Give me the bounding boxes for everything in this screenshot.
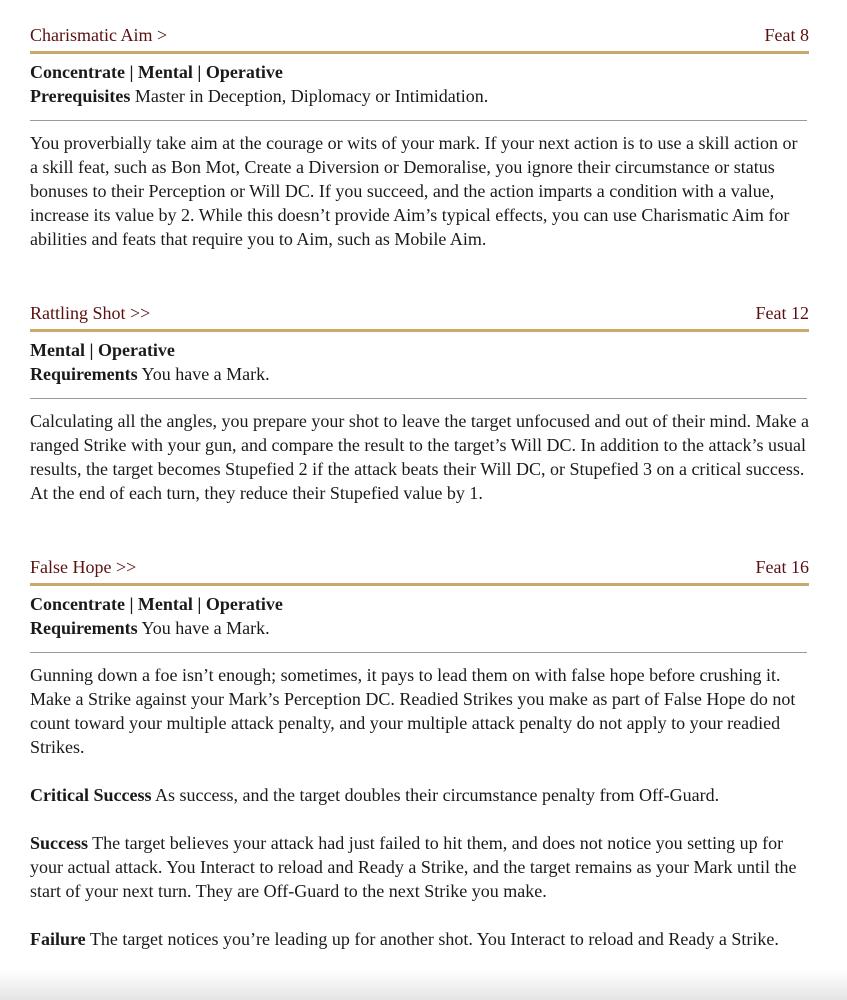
divider [30, 398, 807, 399]
outcome-label: Success [30, 833, 88, 853]
bottom-fade [0, 970, 847, 1000]
outcome-label: Failure [30, 929, 86, 949]
feat-description: Gunning down a foe isn’t enough; sometimes, it pays to lead them on with false hope before crushing it. Make a Strike against your Mark’s Perception DC. Readied Strikes you make as part of False Hope do not count toward your multiple attack penalty, and your multiple attack penalty do not apply to your readied Strikes. [30, 665, 796, 757]
feat-title: False Hope >> [30, 557, 137, 577]
outcome-text: The target notices you’re leading up for another shot. You Interact to reload and Ready a Strike. [85, 929, 779, 949]
feat-traits: Concentrate | Mental | Operative [30, 62, 283, 82]
feat-false-hope [30, 556, 809, 951]
feat-traits: Concentrate | Mental | Operative [30, 594, 283, 614]
requirements-text: You have a Mark. [137, 618, 270, 638]
feat-header [30, 24, 809, 54]
feat-level: Feat 16 [755, 557, 809, 577]
feat-prerequisites [30, 84, 809, 108]
requirements-text: You have a Mark. [137, 364, 270, 384]
feat-description: Calculating all the angles, you prepare your shot to leave the target unfocused and out of their mind. Make a ranged Strike with your gun, and compare the result to the target’s Will DC. In addition to the attack’s usual results, the target becomes Stupefied 2 if the attack beats their Will DC, or Stupefied 3 on a critical success. At the end of each turn, they reduce their Stupefied value by 1. [30, 411, 809, 503]
outcome-failure [30, 927, 809, 951]
requirements-label: Requirements [30, 618, 138, 638]
prerequisites-text: Master in Deception, Diplomacy or Intimidation. [130, 86, 489, 106]
feat-header [30, 556, 809, 586]
outcome-text: As success, and the target doubles their circumstance penalty from Off-Guard. [151, 785, 720, 805]
feat-description: You proverbially take aim at the courage or wits of your mark. If your next action is to use a skill action or a skill feat, such as Bon Mot, Create a Diversion or Demoralise, you ignore their circumstance or status bonuses to their Perception or Will DC. If you succeed, and the action imparts a condition with a value, increase its value by 2. While this doesn’t provide Aim’s typical effects, you can use Charismatic Aim for abilities and feats that require you to Aim, such as Mobile Aim. [30, 133, 798, 249]
feat-traits: Mental | Operative [30, 340, 175, 360]
outcome-success [30, 831, 809, 903]
divider [30, 120, 807, 121]
feat-requirements [30, 362, 809, 386]
feat-title: Rattling Shot >> [30, 303, 151, 323]
feat-header [30, 302, 809, 332]
outcome-label: Critical Success [30, 785, 152, 805]
feat-level: Feat 12 [755, 303, 809, 323]
feat-charismatic-aim [30, 24, 809, 251]
feat-requirements [30, 616, 809, 640]
divider [30, 652, 807, 653]
outcome-critical-success [30, 783, 809, 807]
feat-title: Charismatic Aim > [30, 25, 168, 45]
feat-level: Feat 8 [764, 25, 809, 45]
outcome-text: The target believes your attack had just failed to hit them, and does not notice you setting up for your actual attack. You Interact to reload and Ready a Strike, and the target remains as your Mark until the start of your next turn. They are Off-Guard to the next Strike you make. [30, 833, 797, 901]
requirements-label: Requirements [30, 364, 138, 384]
feat-rattling-shot [30, 302, 809, 505]
prerequisites-label: Prerequisites [30, 86, 131, 106]
